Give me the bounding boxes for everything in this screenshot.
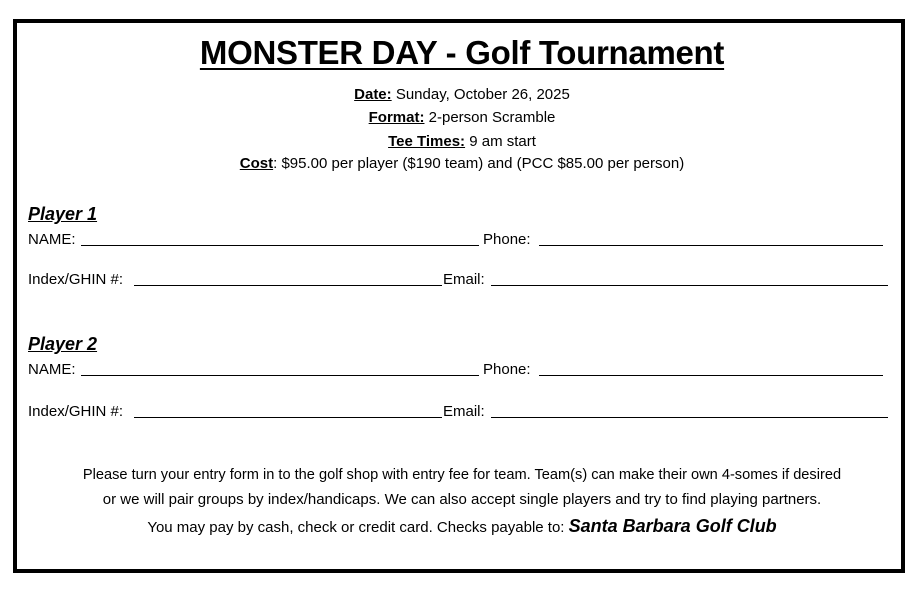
player-1-phone-label: Phone: — [483, 231, 531, 248]
player-2-index-label: Index/GHIN #: — [28, 403, 124, 420]
player-2-heading: Player 2 — [28, 334, 98, 354]
player-2-email-field[interactable] — [491, 417, 888, 418]
player-1-heading: Player 1 — [28, 204, 98, 224]
player-2-name-field[interactable] — [81, 375, 479, 376]
tee-times-line — [0, 132, 924, 152]
footer-payment-text: You may pay by cash, check or credit card. Checks payable to: — [147, 519, 569, 536]
player-2-name-label: NAME: — [28, 361, 76, 378]
player-1-phone-field[interactable] — [539, 245, 883, 246]
tee-times-value: 9 am start — [469, 133, 536, 150]
player-2-email-label: Email: — [443, 403, 485, 420]
date-label: Date: — [354, 86, 392, 103]
player-1-name-label: NAME: — [28, 231, 76, 248]
format-value: 2-person Scramble — [428, 109, 556, 126]
cost-label: Cost — [239, 155, 274, 172]
footer-line-3 — [0, 516, 924, 537]
footer-line-2: or we will pair groups by index/handicaps. We can also accept single players and try to find playing partners. — [102, 491, 822, 508]
player-1-index-label: Index/GHIN #: — [28, 271, 124, 288]
player-2-phone-label: Phone: — [483, 361, 531, 378]
date-value: Sunday, October 26, 2025 — [395, 86, 570, 103]
page-title: MONSTER DAY - Golf Tournament — [199, 34, 725, 71]
cost-value: : $95.00 per player ($190 team) and (PCC $85.00 per person) — [273, 155, 685, 172]
format-line — [0, 108, 924, 128]
player-2-phone-field[interactable] — [539, 375, 883, 376]
cost-line — [0, 154, 924, 174]
player-1-name-field[interactable] — [81, 245, 479, 246]
date-line — [0, 85, 924, 105]
footer-line-1: Please turn your entry form in to the golf shop with entry fee for team. Team(s) can make their own 4-somes if desired — [82, 467, 842, 483]
club-name: Santa Barbara Golf Club — [568, 516, 777, 536]
player-1-email-field[interactable] — [491, 285, 888, 286]
tee-times-label: Tee Times: — [388, 133, 466, 150]
player-2-index-field[interactable] — [134, 417, 442, 418]
player-1-index-field[interactable] — [134, 285, 442, 286]
format-label: Format: — [368, 109, 425, 126]
player-1-email-label: Email: — [443, 271, 485, 288]
